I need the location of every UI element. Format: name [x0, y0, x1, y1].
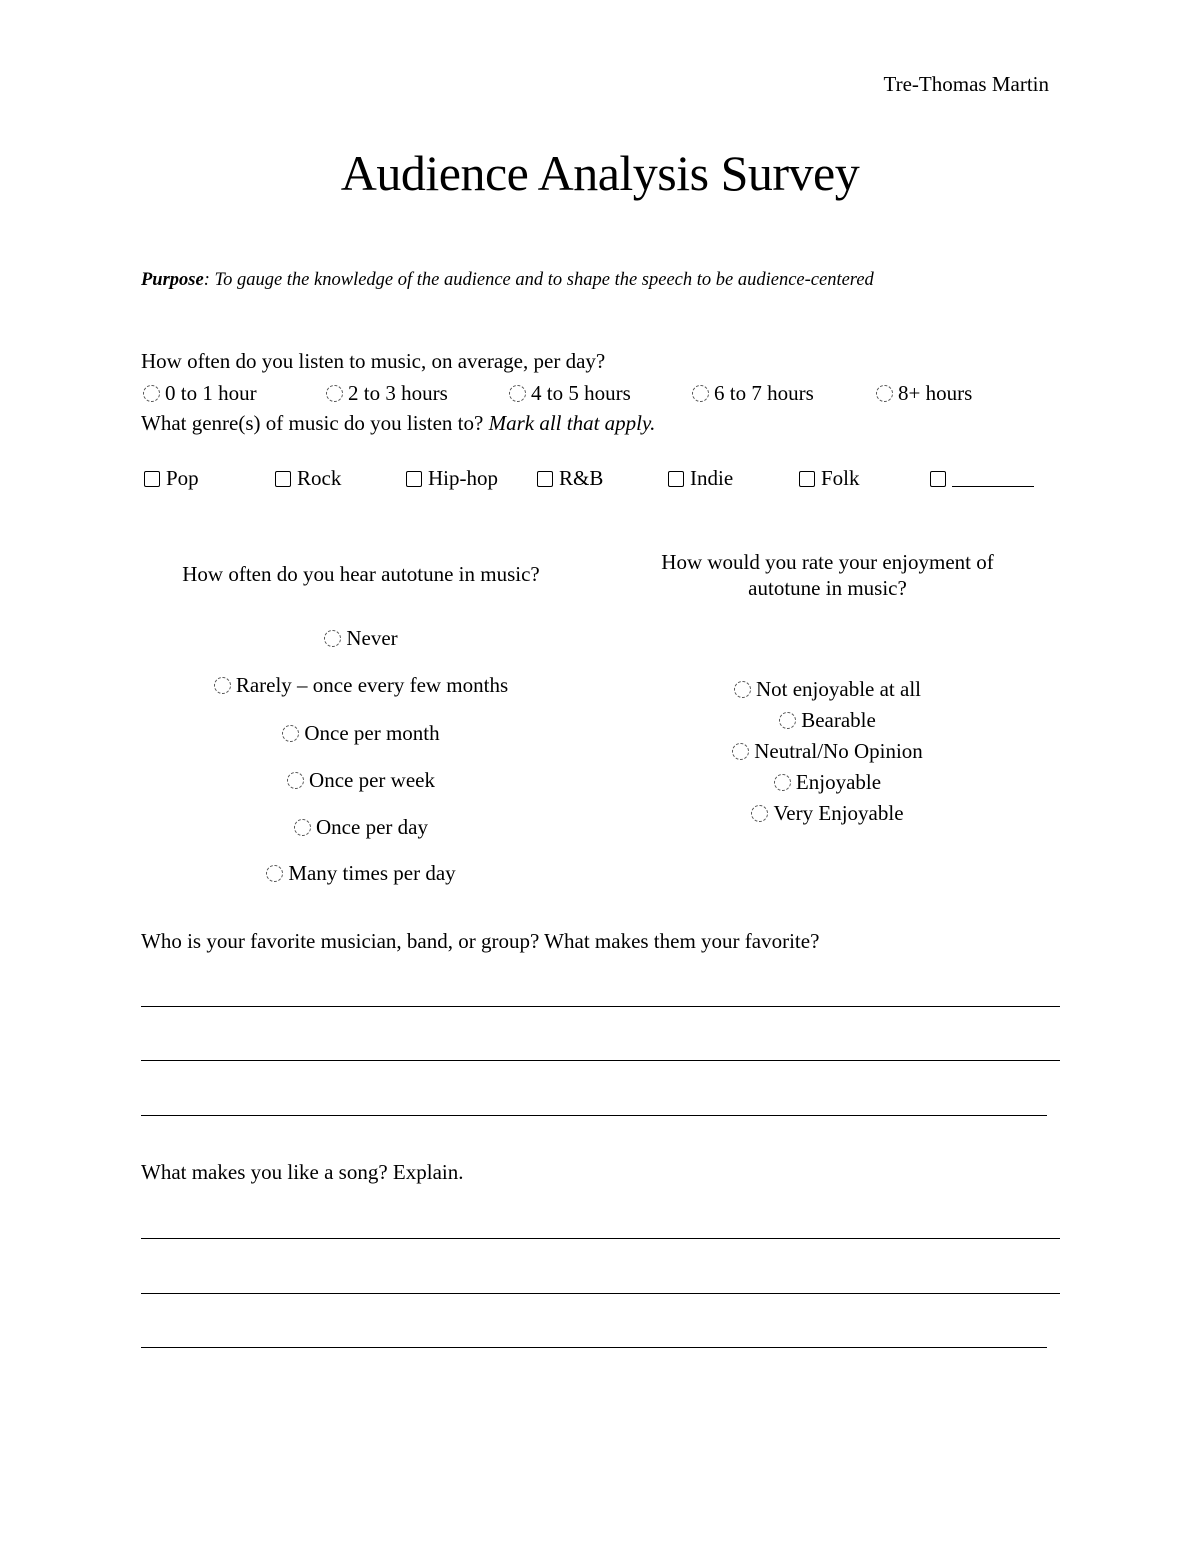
q5-answer-line-3[interactable]	[141, 1115, 1047, 1116]
radio-icon[interactable]	[732, 743, 749, 760]
radio-icon[interactable]	[282, 725, 299, 742]
q2-option-other[interactable]	[930, 466, 1034, 491]
checkbox-icon[interactable]	[144, 471, 160, 487]
q2-instruction: Mark all that apply.	[488, 411, 656, 435]
q3-option-5[interactable]: Many times per day	[141, 861, 581, 886]
page-title: Audience Analysis Survey	[340, 145, 860, 201]
q2-option-indie[interactable]: Indie	[668, 466, 733, 491]
q3-question: How often do you hear autotune in music?	[182, 562, 540, 586]
q2-question: What genre(s) of music do you listen to? Mark all that apply.	[141, 411, 656, 435]
checkbox-icon[interactable]	[406, 471, 422, 487]
radio-icon[interactable]	[692, 385, 709, 402]
radio-icon[interactable]	[509, 385, 526, 402]
radio-icon[interactable]	[751, 805, 768, 822]
radio-icon[interactable]	[324, 630, 341, 647]
q6-answer-line-3[interactable]	[141, 1347, 1047, 1348]
q6-question: What makes you like a song? Explain.	[141, 1160, 464, 1184]
radio-icon[interactable]	[266, 865, 283, 882]
radio-icon[interactable]	[294, 819, 311, 836]
q5-question: Who is your favorite musician, band, or group? What makes them your favorite?	[141, 929, 820, 953]
checkbox-icon[interactable]	[799, 471, 815, 487]
q2-option-pop[interactable]: Pop	[144, 466, 199, 491]
q2-option-rnb[interactable]: R&B	[537, 466, 603, 491]
q2-option-hiphop[interactable]: Hip-hop	[406, 466, 498, 491]
radio-icon[interactable]	[287, 772, 304, 789]
q3-option-1[interactable]: Rarely – once every few months	[141, 673, 581, 698]
radio-icon[interactable]	[214, 677, 231, 694]
q4-option-0[interactable]: Not enjoyable at all	[605, 677, 1050, 702]
checkbox-icon[interactable]	[668, 471, 684, 487]
q3-option-4[interactable]: Once per day	[141, 815, 581, 840]
q4-option-3[interactable]: Enjoyable	[605, 770, 1050, 795]
q6-answer-line-2[interactable]	[141, 1293, 1060, 1294]
q4-question: How would you rate your enjoyment of autotune in music?	[661, 550, 994, 600]
checkbox-icon[interactable]	[930, 471, 946, 487]
purpose-text: : To gauge the knowledge of the audience and to shape the speech to be audience-centered	[203, 270, 874, 290]
other-blank-line[interactable]	[952, 468, 1034, 487]
radio-icon[interactable]	[774, 774, 791, 791]
q2-option-rock[interactable]: Rock	[275, 466, 341, 491]
q3-option-3[interactable]: Once per week	[141, 768, 581, 793]
q2-option-folk[interactable]: Folk	[799, 466, 860, 491]
q4-option-1[interactable]: Bearable	[605, 708, 1050, 733]
q1-option-4[interactable]: 8+ hours	[876, 381, 972, 406]
q4-option-4[interactable]: Very Enjoyable	[605, 801, 1050, 826]
q5-answer-line-2[interactable]	[141, 1060, 1060, 1061]
radio-icon[interactable]	[734, 681, 751, 698]
checkbox-icon[interactable]	[537, 471, 553, 487]
radio-icon[interactable]	[779, 712, 796, 729]
q4-option-2[interactable]: Neutral/No Opinion	[605, 739, 1050, 764]
q6-answer-line-1[interactable]	[141, 1238, 1060, 1239]
purpose-statement	[141, 270, 874, 291]
q1-option-3[interactable]: 6 to 7 hours	[692, 381, 814, 406]
author-name: Tre-Thomas Martin	[883, 72, 1049, 96]
q3-option-0[interactable]: Never	[141, 626, 581, 651]
q1-option-0[interactable]: 0 to 1 hour	[143, 381, 257, 406]
q5-answer-line-1[interactable]	[141, 1006, 1060, 1007]
checkbox-icon[interactable]	[275, 471, 291, 487]
q3-option-2[interactable]: Once per month	[141, 721, 581, 746]
radio-icon[interactable]	[326, 385, 343, 402]
q1-option-2[interactable]: 4 to 5 hours	[509, 381, 631, 406]
q1-question: How often do you listen to music, on average, per day?	[141, 349, 606, 373]
radio-icon[interactable]	[143, 385, 160, 402]
purpose-label: Purpose	[141, 270, 204, 290]
q1-option-1[interactable]: 2 to 3 hours	[326, 381, 448, 406]
radio-icon[interactable]	[876, 385, 893, 402]
